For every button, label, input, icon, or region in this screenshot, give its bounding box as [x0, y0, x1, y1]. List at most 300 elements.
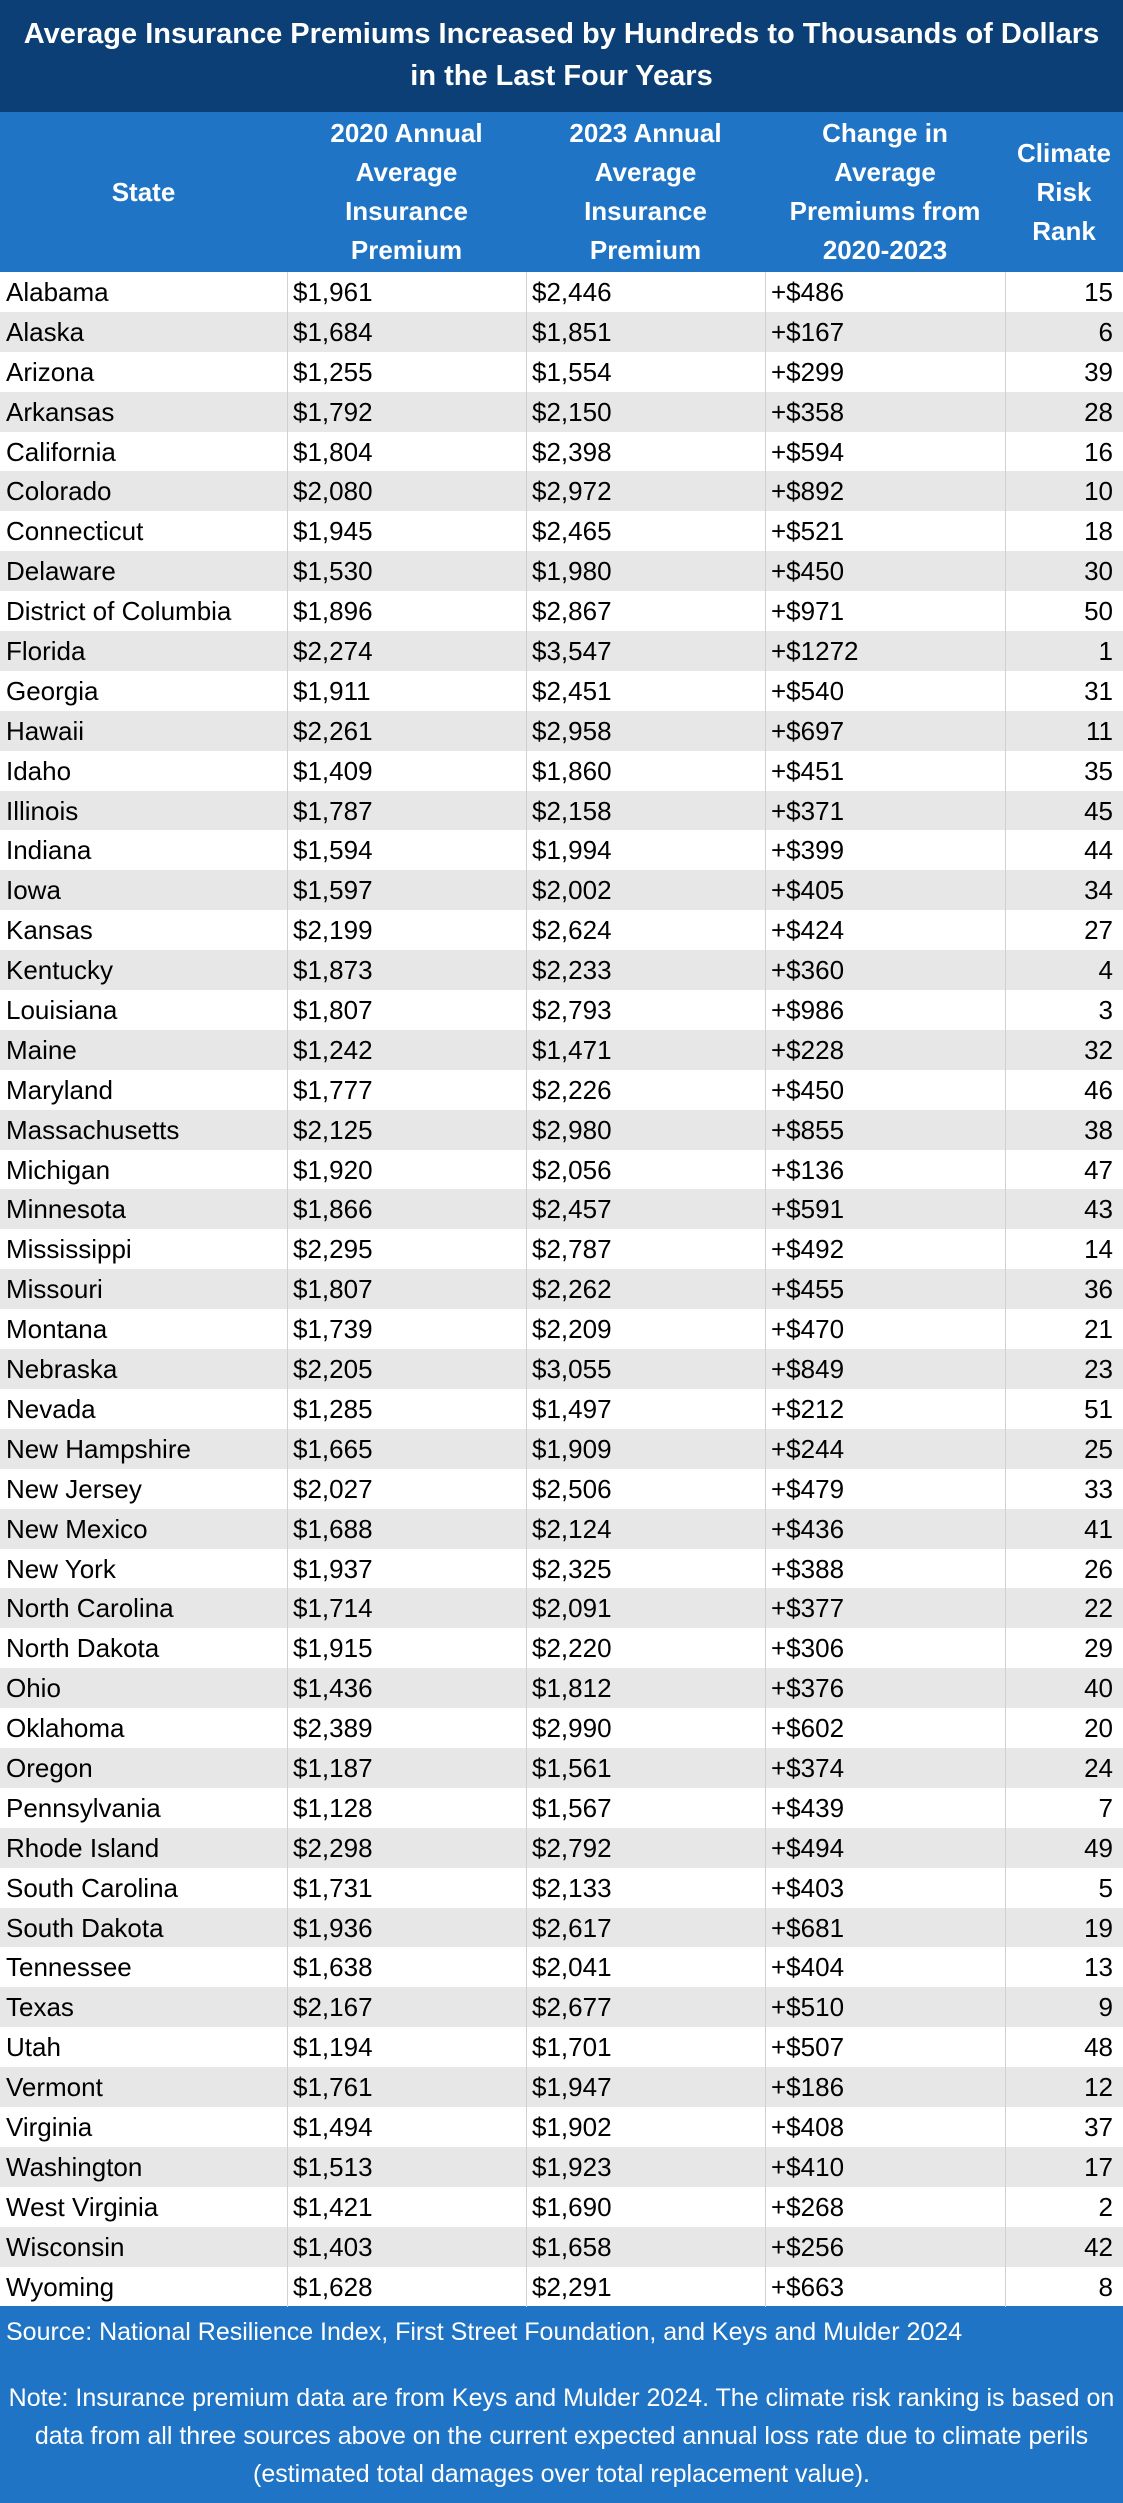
table-row [0, 1509, 1123, 1549]
table-row [0, 1788, 1123, 1828]
cell-state: Nebraska [6, 1354, 118, 1385]
cell-2023: $1,980 [532, 556, 612, 587]
cell-change: +$360 [771, 955, 845, 986]
col-header-2023-premium: 2023 Annual Average Insurance Premium [569, 118, 722, 265]
table-row [0, 1588, 1123, 1628]
cell-state: Indiana [6, 835, 92, 866]
cell-change: +$436 [771, 1513, 845, 1544]
cell-state: West Virginia [6, 2191, 159, 2222]
cell-rank: 13 [1084, 1952, 1113, 1983]
cell-rank: 23 [1084, 1354, 1113, 1385]
cell-2020: $2,027 [293, 1473, 373, 1504]
table-row [0, 352, 1123, 392]
table-row [0, 950, 1123, 990]
cell-change: +$470 [771, 1314, 845, 1345]
cell-change: +$136 [771, 1154, 845, 1185]
table-row [0, 471, 1123, 511]
cell-2023: $2,091 [532, 1593, 612, 1624]
cell-2023: $2,398 [532, 436, 612, 467]
cell-change: +$479 [771, 1473, 845, 1504]
table-row [0, 2187, 1123, 2227]
cell-state: Wisconsin [6, 2231, 125, 2262]
cell-state: New Jersey [6, 1473, 142, 1504]
table-row [0, 1389, 1123, 1429]
cell-2020: $2,261 [293, 715, 373, 746]
table-row [0, 551, 1123, 591]
table-row [0, 1549, 1123, 1589]
table-row [0, 2227, 1123, 2267]
cell-rank: 47 [1084, 1154, 1113, 1185]
cell-2023: $1,947 [532, 2072, 612, 2103]
cell-change: +$374 [771, 1752, 845, 1783]
cell-state: Washington [6, 2151, 143, 2182]
cell-2020: $1,804 [293, 436, 373, 467]
cell-change: +$377 [771, 1593, 845, 1624]
table-row [0, 1349, 1123, 1389]
cell-rank: 22 [1084, 1593, 1113, 1624]
cell-2023: $1,471 [532, 1034, 612, 1065]
cell-2020: $2,298 [293, 1832, 373, 1863]
cell-state: Arkansas [6, 396, 115, 427]
cell-state: Utah [6, 2032, 61, 2063]
cell-state: Oklahoma [6, 1713, 125, 1744]
cell-2023: $3,055 [532, 1354, 612, 1385]
cell-state: Georgia [6, 675, 99, 706]
cell-state: Texas [6, 1992, 74, 2023]
cell-2020: $1,187 [293, 1752, 373, 1783]
col-header-climate-rank: Climate Risk Rank [1017, 137, 1111, 246]
table-row [0, 990, 1123, 1030]
cell-change: +$371 [771, 795, 845, 826]
cell-change: +$212 [771, 1393, 845, 1424]
cell-2023: $2,041 [532, 1952, 612, 1983]
cell-rank: 29 [1084, 1633, 1113, 1664]
cell-2023: $2,220 [532, 1633, 612, 1664]
cell-2023: $2,158 [532, 795, 612, 826]
cell-2023: $2,233 [532, 955, 612, 986]
cell-2020: $2,389 [293, 1713, 373, 1744]
cell-state: New York [6, 1553, 116, 1584]
cell-2023: $2,624 [532, 915, 612, 946]
cell-change: +$594 [771, 436, 845, 467]
methodology-note: Note: Insurance premium data are from Keys and Mulder 2024. The climate risk ranking is based on data from all three sources above on the current expected annual loss rate due to climate perils (estimated total damages over total replacement value). [8, 2384, 1115, 2488]
table-row [0, 1469, 1123, 1509]
cell-change: +$494 [771, 1832, 845, 1863]
cell-rank: 25 [1084, 1433, 1113, 1464]
cell-state: Connecticut [6, 516, 144, 547]
cell-2020: $1,937 [293, 1553, 373, 1584]
table-row [0, 711, 1123, 751]
cell-2023: $1,851 [532, 316, 612, 347]
cell-rank: 9 [1098, 1992, 1113, 2023]
cell-2020: $2,274 [293, 636, 373, 667]
table-row [0, 1269, 1123, 1309]
cell-rank: 40 [1084, 1673, 1113, 1704]
cell-state: Mississippi [6, 1234, 132, 1265]
cell-2023: $1,497 [532, 1393, 612, 1424]
cell-2023: $2,506 [532, 1473, 612, 1504]
cell-change: +$403 [771, 1872, 845, 1903]
column-divider [765, 272, 766, 2307]
cell-rank: 8 [1098, 2271, 1113, 2302]
table-row [0, 2107, 1123, 2147]
cell-rank: 32 [1084, 1034, 1113, 1065]
cell-change: +$892 [771, 476, 845, 507]
cell-2023: $1,860 [532, 755, 612, 786]
col-header-2020-premium: 2020 Annual Average Insurance Premium [330, 118, 483, 265]
cell-2023: $2,457 [532, 1194, 612, 1225]
table-row [0, 1030, 1123, 1070]
cell-2023: $2,465 [532, 516, 612, 547]
cell-2020: $1,242 [293, 1034, 373, 1065]
table-row [0, 1309, 1123, 1349]
cell-2023: $2,133 [532, 1872, 612, 1903]
cell-change: +$855 [771, 1114, 845, 1145]
cell-rank: 2 [1098, 2191, 1113, 2222]
cell-2020: $1,739 [293, 1314, 373, 1345]
cell-2023: $1,554 [532, 356, 612, 387]
cell-2023: $2,325 [532, 1553, 612, 1584]
cell-2023: $2,787 [532, 1234, 612, 1265]
cell-2020: $1,787 [293, 795, 373, 826]
cell-2020: $1,436 [293, 1673, 373, 1704]
cell-2020: $1,628 [293, 2271, 373, 2302]
table-row [0, 751, 1123, 791]
cell-rank: 48 [1084, 2032, 1113, 2063]
cell-change: +$986 [771, 995, 845, 1026]
cell-2020: $1,513 [293, 2151, 373, 2182]
cell-2020: $1,777 [293, 1074, 373, 1105]
cell-2020: $1,807 [293, 995, 373, 1026]
table-row [0, 1150, 1123, 1190]
cell-change: +$521 [771, 516, 845, 547]
cell-change: +$410 [771, 2151, 845, 2182]
table-row [0, 1748, 1123, 1788]
cell-state: Kentucky [6, 955, 113, 986]
cell-2023: $1,690 [532, 2191, 612, 2222]
table-row [0, 1708, 1123, 1748]
cell-state: Oregon [6, 1752, 93, 1783]
cell-state: Delaware [6, 556, 116, 587]
cell-state: Missouri [6, 1274, 103, 1305]
cell-state: California [6, 436, 116, 467]
cell-rank: 44 [1084, 835, 1113, 866]
cell-rank: 19 [1084, 1912, 1113, 1943]
cell-2020: $1,255 [293, 356, 373, 387]
cell-change: +$408 [771, 2111, 845, 2142]
table-row [0, 2147, 1123, 2187]
cell-rank: 33 [1084, 1473, 1113, 1504]
cell-2020: $2,125 [293, 1114, 373, 1145]
column-divider [526, 272, 527, 2307]
table-row [0, 1868, 1123, 1908]
cell-rank: 16 [1084, 436, 1113, 467]
table-row [0, 870, 1123, 910]
cell-change: +$358 [771, 396, 845, 427]
cell-state: Montana [6, 1314, 108, 1345]
cell-2023: $1,658 [532, 2231, 612, 2262]
table-row [0, 392, 1123, 432]
table-row [0, 1908, 1123, 1948]
cell-state: Michigan [6, 1154, 111, 1185]
cell-2020: $1,911 [293, 675, 371, 706]
cell-2020: $1,873 [293, 955, 373, 986]
cell-rank: 26 [1084, 1553, 1113, 1584]
cell-change: +$486 [771, 277, 845, 307]
cell-change: +$450 [771, 556, 845, 587]
cell-2020: $1,761 [293, 2072, 373, 2103]
cell-state: Virginia [6, 2111, 93, 2142]
cell-state: Colorado [6, 476, 112, 507]
cell-change: +$697 [771, 715, 845, 746]
cell-rank: 5 [1098, 1872, 1113, 1903]
table-row [0, 2267, 1123, 2307]
table-row [0, 591, 1123, 631]
column-divider [287, 272, 288, 2307]
cell-rank: 31 [1084, 675, 1113, 706]
cell-2020: $2,295 [293, 1234, 373, 1265]
table-footer [0, 2306, 1123, 2503]
cell-2020: $1,638 [293, 1952, 373, 1983]
cell-state: Florida [6, 636, 86, 667]
cell-2023: $2,958 [532, 715, 612, 746]
cell-2023: $2,002 [532, 875, 612, 906]
cell-2020: $1,920 [293, 1154, 373, 1185]
cell-state: Wyoming [6, 2271, 115, 2302]
cell-change: +$507 [771, 2032, 845, 2063]
cell-state: Hawaii [6, 715, 85, 746]
cell-change: +$971 [771, 596, 845, 627]
cell-state: Alaska [6, 316, 85, 347]
cell-rank: 41 [1084, 1513, 1113, 1544]
cell-rank: 35 [1084, 755, 1113, 786]
cell-change: +$306 [771, 1633, 845, 1664]
cell-2020: $1,945 [293, 516, 373, 547]
cell-2023: $1,561 [532, 1752, 612, 1783]
cell-2020: $2,205 [293, 1354, 373, 1385]
cell-2023: $2,972 [532, 476, 612, 507]
cell-2023: $2,980 [532, 1114, 612, 1145]
table-row [0, 2067, 1123, 2107]
table-row [0, 791, 1123, 831]
cell-change: +$404 [771, 1952, 845, 1983]
cell-change: +$405 [771, 875, 845, 906]
cell-rank: 51 [1084, 1393, 1113, 1424]
cell-change: +$424 [771, 915, 845, 946]
cell-rank: 4 [1098, 955, 1113, 986]
cell-2020: $2,199 [293, 915, 373, 946]
cell-state: Massachusetts [6, 1114, 180, 1145]
cell-2023: $2,056 [532, 1154, 612, 1185]
cell-2023: $1,902 [532, 2111, 612, 2142]
table-row [0, 1229, 1123, 1269]
source-note: Source: National Resilience Index, First Street Foundation, and Keys and Mulder 2024 [6, 2318, 963, 2346]
cell-2020: $1,403 [293, 2231, 373, 2262]
cell-2020: $1,128 [293, 1792, 373, 1823]
cell-2020: $1,594 [293, 835, 373, 866]
table-row [0, 272, 1123, 312]
cell-change: +$268 [771, 2191, 845, 2222]
cell-rank: 14 [1084, 1234, 1113, 1265]
cell-state: Pennsylvania [6, 1792, 161, 1823]
table-row [0, 511, 1123, 551]
cell-state: South Dakota [6, 1912, 164, 1943]
cell-rank: 46 [1084, 1074, 1113, 1105]
cell-rank: 1 [1098, 636, 1113, 667]
cell-2020: $2,080 [293, 476, 373, 507]
cell-2020: $1,665 [293, 1433, 373, 1464]
cell-change: +$228 [771, 1034, 845, 1065]
cell-2020: $1,421 [293, 2191, 373, 2222]
table-row [0, 1828, 1123, 1868]
table-row [0, 2027, 1123, 2067]
table-row [0, 1947, 1123, 1987]
cell-rank: 30 [1084, 556, 1113, 587]
cell-change: +$1272 [771, 636, 859, 667]
cell-state: Maine [6, 1034, 77, 1065]
cell-2020: $1,731 [293, 1872, 373, 1903]
table-row [0, 432, 1123, 472]
cell-2020: $1,530 [293, 556, 373, 587]
cell-change: +$167 [771, 316, 845, 347]
cell-2020: $1,597 [293, 875, 373, 906]
cell-2023: $1,701 [532, 2032, 612, 2063]
cell-rank: 28 [1084, 396, 1113, 427]
cell-rank: 10 [1084, 476, 1113, 507]
cell-change: +$663 [771, 2271, 845, 2302]
cell-rank: 37 [1084, 2111, 1113, 2142]
cell-change: +$510 [771, 1992, 845, 2023]
cell-state: Rhode Island [6, 1832, 160, 1863]
cell-2020: $1,866 [293, 1194, 373, 1225]
table-row [0, 671, 1123, 711]
col-header-change: Change in Average Premiums from 2020-2023 [789, 118, 981, 265]
cell-2023: $2,446 [532, 277, 612, 307]
table-body [0, 272, 1123, 2306]
cell-state: Louisiana [6, 995, 118, 1026]
cell-state: Minnesota [6, 1194, 126, 1225]
cell-state: Idaho [6, 755, 72, 786]
cell-rank: 7 [1098, 1792, 1113, 1823]
cell-state: Tennessee [6, 1952, 132, 1983]
cell-state: New Mexico [6, 1513, 148, 1544]
cell-state: Vermont [6, 2072, 103, 2103]
cell-change: +$186 [771, 2072, 845, 2103]
cell-rank: 18 [1084, 516, 1113, 547]
cell-2023: $2,867 [532, 596, 612, 627]
cell-2023: $2,990 [532, 1713, 612, 1744]
cell-change: +$540 [771, 675, 845, 706]
cell-state: New Hampshire [6, 1433, 191, 1464]
cell-2020: $1,285 [293, 1393, 373, 1424]
cell-change: +$492 [771, 1234, 845, 1265]
table-row [0, 1668, 1123, 1708]
cell-change: +$591 [771, 1194, 845, 1225]
cell-2023: $3,547 [532, 636, 612, 667]
cell-change: +$681 [771, 1912, 845, 1943]
cell-2020: $1,714 [293, 1593, 373, 1624]
table-row [0, 1628, 1123, 1668]
table-title: Average Insurance Premiums Increased by Hundreds to Thousands of Dollars in the Last Four Years [0, 0, 1123, 112]
cell-2023: $1,812 [532, 1673, 612, 1704]
table-row [0, 1987, 1123, 2027]
cell-2020: $1,915 [293, 1633, 373, 1664]
cell-change: +$450 [771, 1074, 845, 1105]
cell-2023: $2,677 [532, 1992, 612, 2023]
cell-change: +$455 [771, 1274, 845, 1305]
cell-state: Maryland [6, 1074, 113, 1105]
cell-change: +$602 [771, 1713, 845, 1744]
table-row [0, 631, 1123, 671]
cell-state: Alabama [6, 277, 109, 307]
cell-state: Kansas [6, 915, 93, 946]
cell-rank: 50 [1084, 596, 1113, 627]
col-header-state: State [111, 176, 176, 207]
cell-2023: $2,209 [532, 1314, 612, 1345]
table-row [0, 1189, 1123, 1229]
cell-2023: $1,567 [532, 1792, 612, 1823]
cell-2020: $1,936 [293, 1912, 373, 1943]
cell-rank: 11 [1086, 715, 1113, 746]
cell-change: +$451 [771, 755, 845, 786]
cell-2020: $2,167 [293, 1992, 373, 2023]
cell-state: District of Columbia [6, 596, 232, 627]
cell-rank: 42 [1084, 2231, 1113, 2262]
cell-rank: 39 [1084, 356, 1113, 387]
cell-state: South Carolina [6, 1872, 178, 1903]
cell-change: +$388 [771, 1553, 845, 1584]
cell-rank: 15 [1084, 277, 1113, 307]
table-row [0, 910, 1123, 950]
cell-state: Iowa [6, 875, 61, 906]
cell-change: +$376 [771, 1673, 845, 1704]
cell-rank: 6 [1098, 316, 1113, 347]
cell-2023: $1,923 [532, 2151, 612, 2182]
cell-2023: $2,262 [532, 1274, 612, 1305]
cell-2023: $1,994 [532, 835, 612, 866]
cell-rank: 21 [1084, 1314, 1113, 1345]
table-row [0, 1429, 1123, 1469]
cell-rank: 20 [1084, 1713, 1113, 1744]
cell-rank: 12 [1084, 2072, 1113, 2103]
cell-state: Arizona [6, 356, 95, 387]
cell-2023: $2,226 [532, 1074, 612, 1105]
cell-rank: 3 [1098, 995, 1113, 1026]
cell-change: +$849 [771, 1354, 845, 1385]
cell-2020: $1,961 [293, 277, 373, 307]
cell-state: Illinois [6, 795, 79, 826]
cell-rank: 24 [1084, 1752, 1113, 1783]
cell-state: North Carolina [6, 1593, 174, 1624]
column-divider [1005, 272, 1006, 2307]
cell-2020: $1,409 [293, 755, 373, 786]
cell-state: Nevada [6, 1393, 96, 1424]
cell-rank: 38 [1084, 1114, 1113, 1145]
cell-2023: $2,793 [532, 995, 612, 1026]
cell-change: +$244 [771, 1433, 845, 1464]
cell-2020: $1,684 [293, 316, 373, 347]
cell-rank: 17 [1084, 2151, 1113, 2182]
cell-rank: 34 [1084, 875, 1113, 906]
cell-rank: 43 [1084, 1194, 1113, 1225]
cell-2023: $2,451 [532, 675, 612, 706]
cell-state: North Dakota [6, 1633, 160, 1664]
cell-change: +$299 [771, 356, 845, 387]
cell-rank: 45 [1084, 795, 1113, 826]
cell-2020: $1,792 [293, 396, 373, 427]
cell-2023: $2,124 [532, 1513, 612, 1544]
cell-2023: $1,909 [532, 1433, 612, 1464]
